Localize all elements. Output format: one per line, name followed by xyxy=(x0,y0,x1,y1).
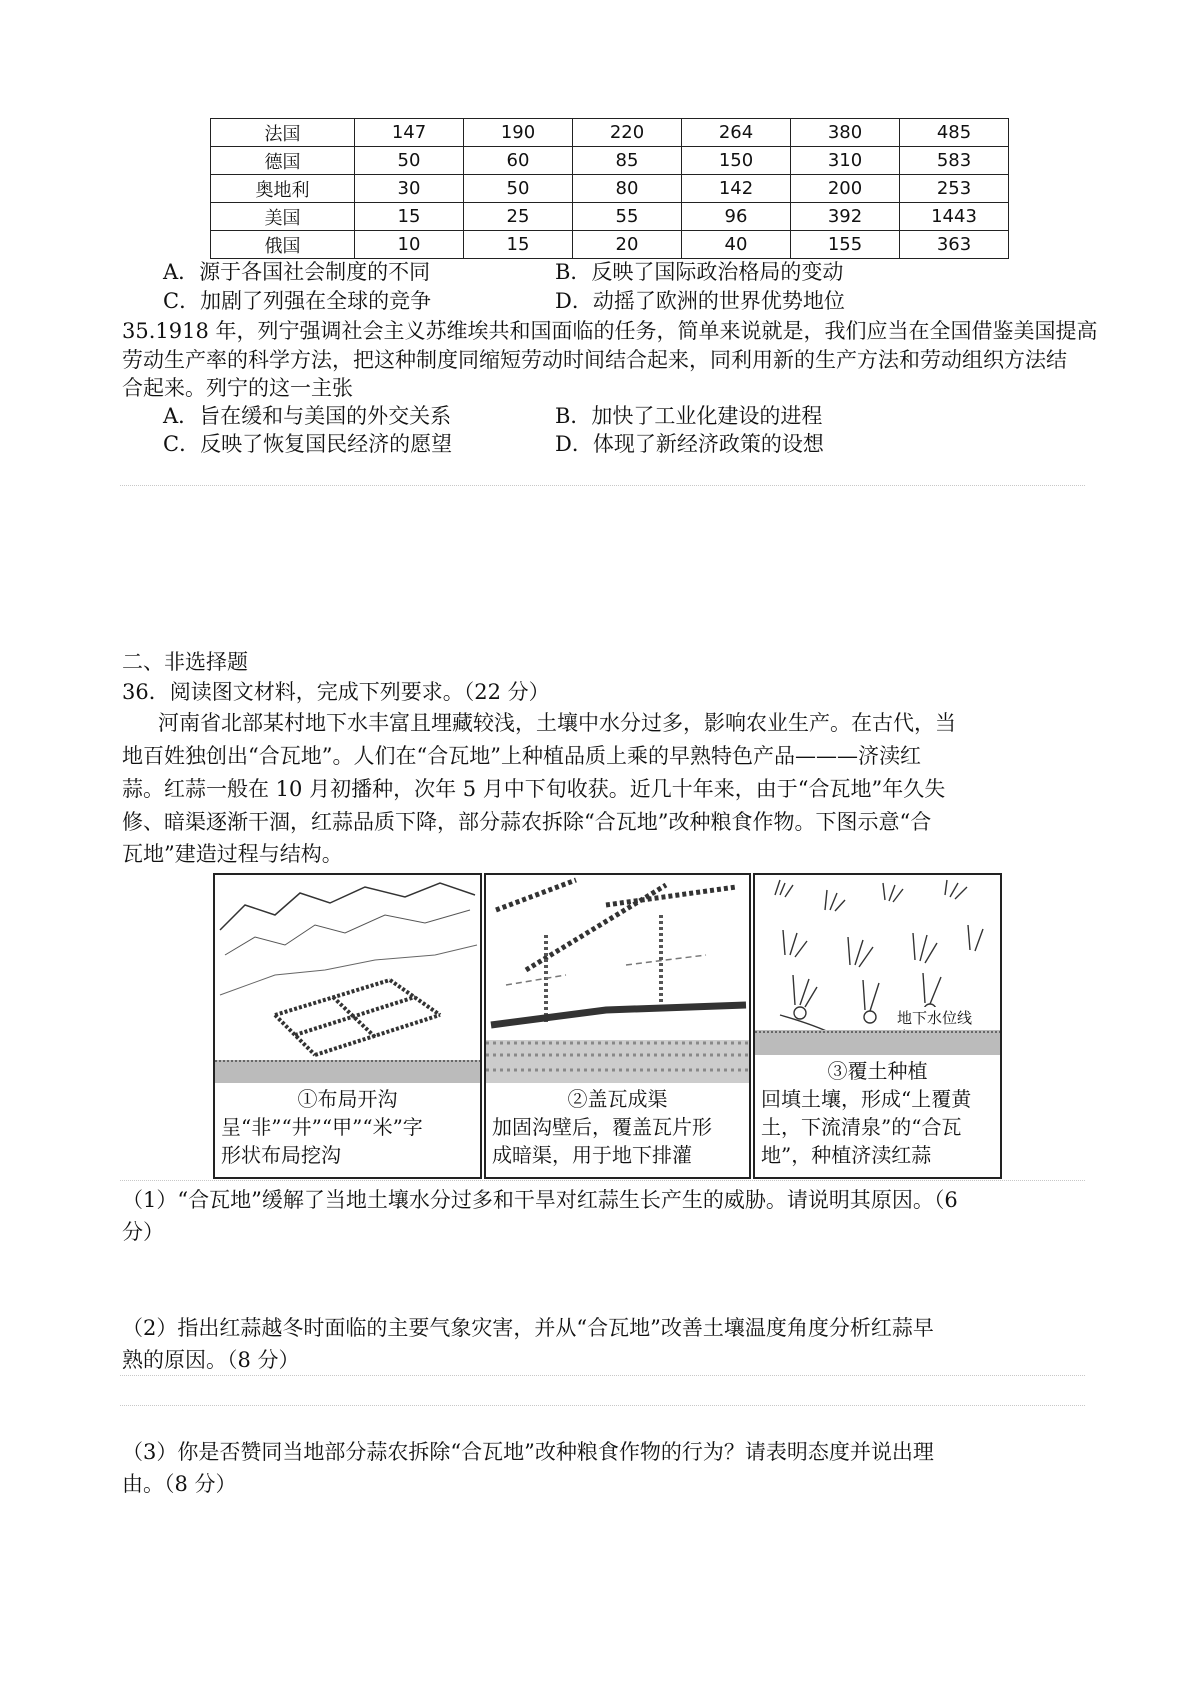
q34-option-d[interactable]: D．动摇了欧洲的世界优势地位 xyxy=(555,289,845,313)
table-cell-value: 200 xyxy=(791,175,900,203)
table-cell-value: 50 xyxy=(355,147,464,175)
q36-material-line-1: 河南省北部某村地下水丰富且埋藏较浅，土壤中水分过多，影响农业生产。在古代，当 xyxy=(158,711,956,735)
q36-sub2-line-2: 熟的原因。（8 分） xyxy=(122,1348,300,1372)
table-cell-value: 15 xyxy=(355,203,464,231)
q36-material-line-5: 瓦地”建造过程与结构。 xyxy=(122,842,343,866)
q35-option-b[interactable]: B．加快了工业化建设的进程 xyxy=(555,404,823,428)
panel-1-title: ①布局开沟 xyxy=(297,1087,398,1111)
table-cell-value: 363 xyxy=(900,231,1009,259)
q36-material-line-2: 地百姓独创出“合瓦地”。人们在“合瓦地”上种植品质上乘的早熟特色产品———济渎红 xyxy=(122,744,921,768)
table-cell-country: 法国 xyxy=(211,119,355,147)
table-cell-value: 25 xyxy=(464,203,573,231)
table-cell-value: 485 xyxy=(900,119,1009,147)
table-cell-value: 310 xyxy=(791,147,900,175)
table-row xyxy=(211,175,1009,203)
table-cell-value: 253 xyxy=(900,175,1009,203)
planting-illustration xyxy=(755,875,1000,1055)
table-cell-value: 80 xyxy=(573,175,682,203)
table-cell-value: 147 xyxy=(355,119,464,147)
table-cell-value: 380 xyxy=(791,119,900,147)
panel-2-desc-line-1: 加固沟壁后，覆盖瓦片形 xyxy=(492,1115,712,1139)
panel-3-title: ③覆土种植 xyxy=(827,1059,928,1083)
q34-option-a[interactable]: A．源于各国社会制度的不同 xyxy=(163,260,431,284)
figure-panel-2 xyxy=(484,873,751,1179)
q36-sub1-line-2: 分） xyxy=(122,1220,164,1244)
table-cell-country: 美国 xyxy=(211,203,355,231)
q35-stem-line-2: 劳动生产率的科学方法，把这种制度同缩短劳动时间结合起来，同利用新的生产方法和劳动组织方法结 xyxy=(122,348,1067,372)
trench-layout-illustration xyxy=(215,875,480,1083)
q35-option-a[interactable]: A．旨在缓和与美国的外交关系 xyxy=(163,404,452,428)
answer-divider xyxy=(120,1405,1085,1406)
q36-material-line-3: 蒜。红蒜一般在 10 月初播种，次年 5 月中下旬收获。近几十年来，由于“合瓦地”年久失 xyxy=(122,777,946,801)
q36-sub3-line-1: （3）你是否赞同当地部分蒜农拆除“合瓦地”改种粮食作物的行为？请表明态度并说出理 xyxy=(122,1440,934,1464)
table-cell-country: 德国 xyxy=(211,147,355,175)
table-cell-value: 220 xyxy=(573,119,682,147)
table-cell-country: 俄国 xyxy=(211,231,355,259)
q36-stem: 36．阅读图文材料，完成下列要求。（22 分） xyxy=(122,680,550,704)
table-row xyxy=(211,147,1009,175)
q34-option-c[interactable]: C．加剧了列强在全球的竞争 xyxy=(163,289,432,313)
q35-stem-line-1: 35.1918 年，列宁强调社会主义苏维埃共和国面临的任务，简单来说就是，我们应当在全国借鉴美国提高 xyxy=(122,319,1098,343)
q34-option-b[interactable]: B．反映了国际政治格局的变动 xyxy=(555,260,844,284)
table-cell-value: 30 xyxy=(355,175,464,203)
table-cell-value: 150 xyxy=(682,147,791,175)
table-row xyxy=(211,231,1009,259)
table-cell-value: 155 xyxy=(791,231,900,259)
table-cell-value: 85 xyxy=(573,147,682,175)
panel-2-title: ②盖瓦成渠 xyxy=(567,1087,668,1111)
panel-3-desc-line-1: 回填土壤，形成“上覆黄 xyxy=(761,1087,972,1111)
q36-material-line-4: 修、暗渠逐渐干涸，红蒜品质下降，部分蒜农拆除“合瓦地”改种粮食作物。下图示意“合 xyxy=(122,810,932,834)
q36-sub2-line-1: （2）指出红蒜越冬时面临的主要气象灾害，并从“合瓦地”改善土壤温度角度分析红蒜早 xyxy=(122,1316,934,1340)
tile-channel-illustration xyxy=(486,875,749,1083)
table-cell-value: 142 xyxy=(682,175,791,203)
table-cell-value: 40 xyxy=(682,231,791,259)
answer-divider xyxy=(120,1375,1085,1376)
table-cell-value: 583 xyxy=(900,147,1009,175)
data-table xyxy=(210,118,1009,259)
table-cell-value: 60 xyxy=(464,147,573,175)
panel-3-desc-line-3: 地”，种植济渎红蒜 xyxy=(761,1143,932,1167)
q36-sub3-line-2: 由。（8 分） xyxy=(122,1472,237,1496)
q35-option-d[interactable]: D．体现了新经济政策的设想 xyxy=(555,432,824,456)
answer-divider xyxy=(120,485,1085,486)
figure-panel-1 xyxy=(213,873,482,1179)
table-row xyxy=(211,203,1009,231)
table-cell-value: 10 xyxy=(355,231,464,259)
table-cell-value: 20 xyxy=(573,231,682,259)
answer-divider xyxy=(120,1180,1085,1181)
table-cell-value: 1443 xyxy=(900,203,1009,231)
q36-sub1-line-1: （1）“合瓦地”缓解了当地土壤水分过多和干旱对红蒜生长产生的威胁。请说明其原因。（6 xyxy=(122,1188,958,1212)
table-cell-value: 15 xyxy=(464,231,573,259)
table-cell-value: 55 xyxy=(573,203,682,231)
section-title: 二、非选择题 xyxy=(122,650,248,674)
table-cell-country: 奥地利 xyxy=(211,175,355,203)
panel-2-desc-line-2: 成暗渠，用于地下排灌 xyxy=(492,1143,692,1167)
panel-1-desc-line-1: 呈“非”“井”“甲”“米”字 xyxy=(221,1115,423,1139)
water-table-label: 地下水位线 xyxy=(897,1009,973,1027)
table-cell-value: 50 xyxy=(464,175,573,203)
panel-1-desc-line-2: 形状布局挖沟 xyxy=(221,1143,341,1167)
table-cell-value: 190 xyxy=(464,119,573,147)
figure-panel-3 xyxy=(753,873,1002,1179)
panel-3-desc-line-2: 土，下流清泉”的“合瓦 xyxy=(761,1115,962,1139)
q35-stem-line-3: 合起来。列宁的这一主张 xyxy=(122,376,353,400)
q35-option-c[interactable]: C．反映了恢复国民经济的愿望 xyxy=(163,432,453,456)
table-row xyxy=(211,119,1009,147)
table-cell-value: 392 xyxy=(791,203,900,231)
table-cell-value: 264 xyxy=(682,119,791,147)
table-cell-value: 96 xyxy=(682,203,791,231)
